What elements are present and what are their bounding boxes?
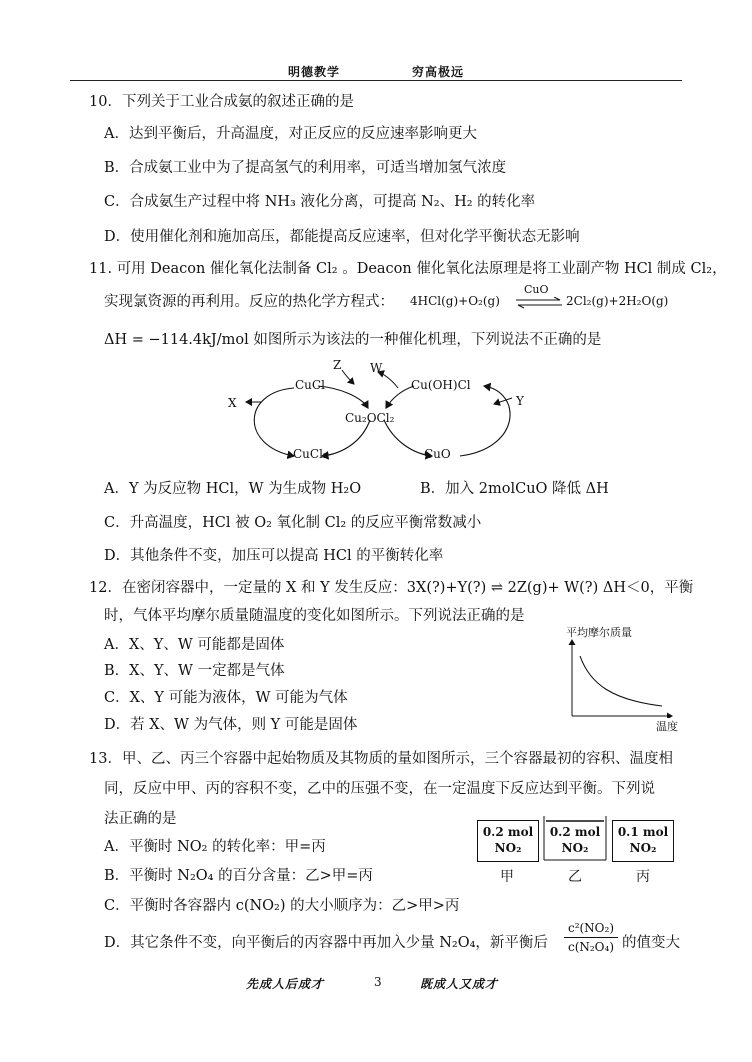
container-yi-species: NO₂ [561, 841, 589, 855]
q11-stem-line2: 实现氯资源的再利用。反应的热化学方程式： [104, 294, 394, 310]
q11-equation-left: 4HCl(g)+O₂(g) [410, 294, 500, 308]
diagram-label-w: W [370, 361, 383, 375]
q11-option-b: B．加入 2molCuO 降低 ΔH [420, 481, 609, 497]
q13-fraction [562, 920, 620, 955]
q12-graph [566, 636, 676, 718]
footer-left: 先成人后成才 [246, 977, 325, 991]
q13-stem-line1: 13．甲、乙、丙三个容器中起始物质及其物质的量如图所示，三个容器最初的容积、温度相 [89, 751, 673, 767]
right-cycle-arrow [460, 386, 510, 456]
q11-option-d: D．其他条件不变，加压可以提高 HCl 的平衡转化率 [104, 548, 444, 564]
q13-option-b: B．平衡时 N₂O₄ 的百分含量：乙>甲=丙 [104, 868, 373, 884]
diagram-cuo: CuO [424, 447, 451, 461]
q12-stem-line1: 12．在密闭容器中，一定量的 X 和 Y 发生反应：3X(?)+Y(?) ⇌ 2Z(g)+ W(?) ΔH＜0，平衡 [89, 580, 694, 596]
q12-graph-ylabel: 平均摩尔质量 [566, 626, 632, 639]
diagram-cuohcl: Cu(OH)Cl [411, 378, 471, 392]
q13-option-a: A．平衡时 NO₂ 的转化率：甲=丙 [104, 839, 326, 855]
cuohcl-to-center-arrow [386, 386, 414, 408]
page-number: 3 [374, 975, 382, 989]
y-arrow [494, 398, 512, 404]
container-yi-label: 乙 [568, 869, 582, 885]
diagram-label-y: Y [516, 394, 524, 408]
equilibrium-arrow-icon [514, 297, 564, 309]
q12-option-b: B．X、Y、W 一定都是气体 [104, 663, 285, 679]
q13-fraction-bar [564, 937, 618, 938]
q13-option-c: C．平衡时各容器内 c(NO₂) 的大小顺序为：乙>甲>丙 [104, 898, 460, 914]
q11-equation-catalyst: CuO [524, 283, 549, 296]
q12-option-a: A．X、Y、W 可能都是固体 [104, 637, 285, 653]
z-arrow [342, 370, 354, 384]
footer-right: 既成人又成才 [420, 977, 499, 991]
container-bing-label: 丙 [636, 869, 650, 885]
q10-option-a: A．达到平衡后，升高温度，对正反应的反应速率影响更大 [104, 126, 477, 142]
diagram-label-z: Z [333, 358, 342, 372]
q10-stem: 10．下列关于工业合成氨的叙述正确的是 [89, 94, 354, 110]
center-to-cucl2-arrow [322, 420, 370, 456]
q11-option-a: A．Y 为反应物 HCl，W 为生成物 H₂O [104, 481, 362, 497]
q11-stem-line3: ΔH = −114.4kJ/mol 如图所示为该法的一种催化机理，下列说法不正确的是 [104, 332, 602, 348]
container-bing [612, 820, 674, 862]
q13-option-d-pre: D．其它条件不变，向平衡后的丙容器中再加入少量 N₂O₄，新平衡后 [104, 935, 548, 951]
container-jia-species: NO₂ [494, 841, 522, 855]
q11-option-c: C．升高温度，HCl 被 O₂ 氧化制 Cl₂ 的反应平衡常数减小 [104, 515, 482, 531]
container-jia-amount: 0.2 mol [482, 825, 534, 839]
q10-option-d: D．使用催化剂和施加高压，都能提高反应速率，但对化学平衡状态无影响 [104, 229, 580, 245]
container-yi-amount: 0.2 mol [549, 825, 601, 839]
header-rule [70, 80, 682, 81]
q12-graph-xlabel: 温度 [656, 720, 678, 733]
header-right: 穷高极远 [412, 65, 465, 79]
q13-fraction-denominator: c(N₂O₄) [567, 940, 615, 954]
q12-option-c: C．X、Y 可能为液体，W 可能为气体 [104, 690, 348, 706]
q13-fraction-numerator: c²(NO₂) [567, 921, 615, 935]
q10-option-b: B．合成氨工业中为了提高氢气的利用率，可适当增加氢气浓度 [104, 160, 507, 176]
container-bing-amount: 0.1 mol [617, 825, 669, 839]
q11-equation-right: 2Cl₂(g)+2H₂O(g) [566, 294, 669, 308]
diagram-label-x: X [228, 396, 237, 410]
diagram-center-cu2ocl2: Cu₂OCl₂ [345, 411, 395, 425]
q10-option-c: C．合成氨生产过程中将 NH₃ 液化分离，可提高 N₂、H₂ 的转化率 [104, 194, 536, 210]
header-left: 明德教学 [288, 65, 341, 79]
container-jia [477, 820, 539, 862]
q11-stem-line1: 11. 可用 Deacon 催化氧化法制备 Cl₂ 。Deacon 催化氧化法原理是将工业副产物 HCl 制成 Cl₂， [89, 261, 727, 277]
left-cycle-arrow [254, 388, 294, 456]
container-jia-label: 甲 [500, 869, 514, 885]
q12-stem-line2: 时，气体平均摩尔质量随温度的变化如图所示。下列说法正确的是 [104, 608, 525, 624]
graph-curve [580, 656, 662, 706]
container-yi [544, 824, 606, 856]
q13-stem-line2: 同，反应中甲、丙的容积不变，乙中的压强不变，在一定温度下反应达到平衡。下列说 [104, 781, 655, 797]
cucl-to-center-arrow [318, 386, 368, 408]
container-bing-species: NO₂ [629, 841, 657, 855]
q12-option-d: D．若 X、W 为气体，则 Y 可能是固体 [104, 717, 358, 733]
q13-stem-line3: 法正确的是 [104, 811, 177, 827]
diagram-cucl2: CuCl₂ [293, 447, 328, 461]
diagram-cucl: CuCl [295, 378, 325, 392]
q13-option-d-post: 的值变大 [622, 935, 680, 951]
